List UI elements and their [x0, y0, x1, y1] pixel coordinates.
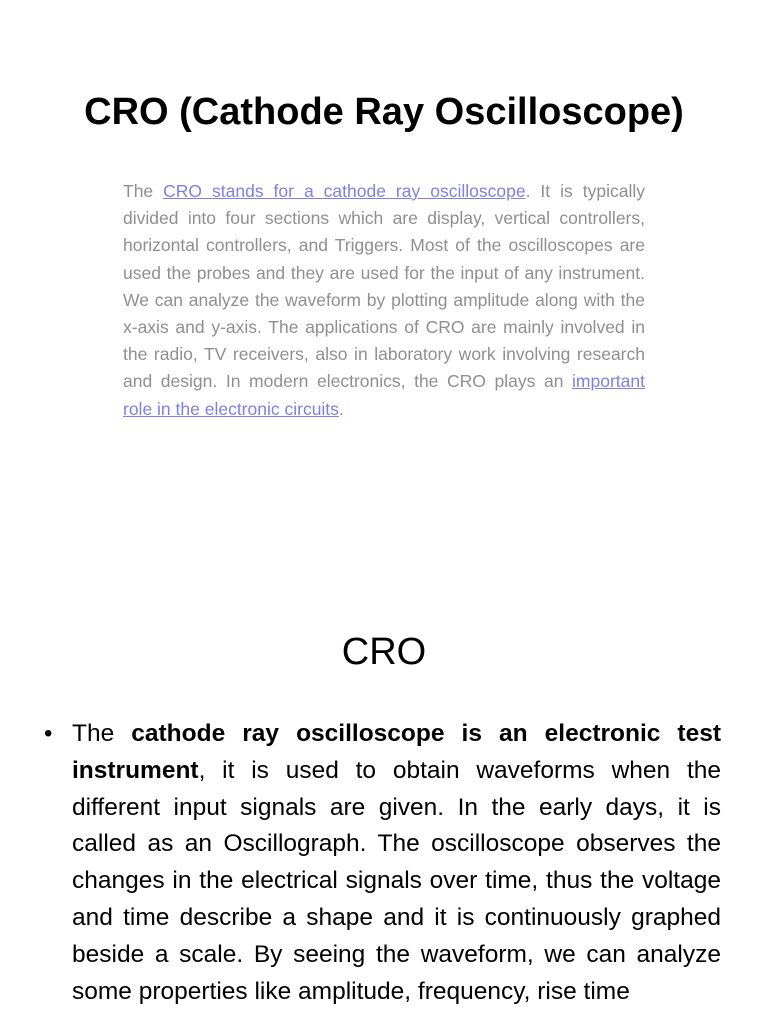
bullet-body: , it is used to obtain waveforms when the different input signals are given. In the early days, it is called as an Oscillograph. The oscilloscope observes the changes in the electrical signals over time, thus the voltage and time describe a shape and it is continuously graphed beside a scale. By seeing the waveform, we can analyze some properties like amplitude, frequency, rise time	[72, 756, 721, 1005]
list-item	[0, 716, 768, 1010]
bullet-text	[72, 716, 721, 1010]
bullet-icon: •	[44, 720, 53, 747]
intro-prefix: The	[123, 181, 164, 201]
electronic-circuits-link[interactable]: important role in the electronic circuits	[123, 371, 645, 419]
intro-suffix: .	[338, 398, 344, 419]
bullet-list	[0, 716, 768, 1010]
page-title: CRO (Cathode Ray Oscilloscope)	[84, 91, 684, 133]
bullet-bold-phrase: cathode ray oscilloscope is an electronic test instrument	[72, 720, 721, 784]
intro-body: . It is typically divided into four sections which are display, vertical controllers, horizontal controllers, and Triggers. Most of the oscilloscopes are used the probes and they are used for the input of any instrument. We can analyze the waveform by plotting amplitude along with the x-axis and y-axis. The applications of CRO are mainly involved in the radio, TV receivers, also in laboratory work involving research and design. In modern electronics, the CRO plays an	[123, 181, 645, 392]
intro-paragraph	[123, 178, 645, 423]
cro-definition-link[interactable]: CRO stands for a cathode ray oscilloscope	[163, 181, 526, 201]
bullet-prefix: The	[72, 720, 132, 747]
section-title: CRO	[341, 631, 427, 673]
